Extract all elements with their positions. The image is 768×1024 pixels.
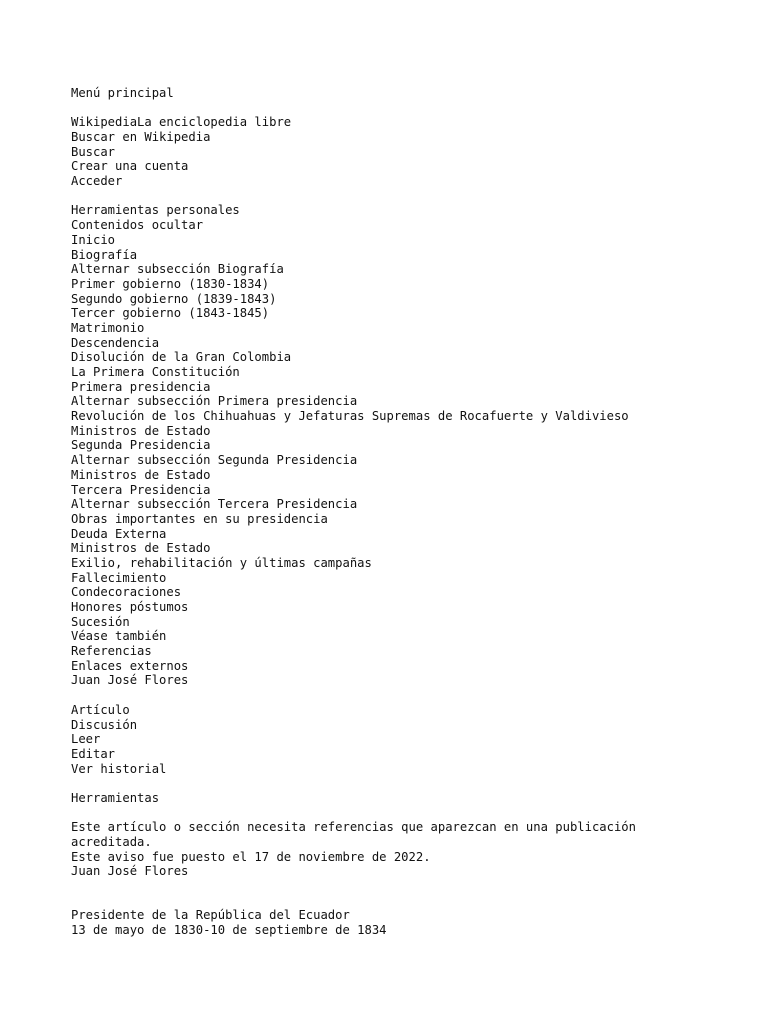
- page-title: Juan José Flores: [71, 864, 189, 879]
- tab-history[interactable]: Ver historial: [71, 761, 167, 776]
- main-menu-button[interactable]: Menú principal: [71, 86, 174, 100]
- toc-item[interactable]: Ministros de Estado: [71, 541, 211, 556]
- toc-item[interactable]: Fallecimiento: [71, 570, 167, 585]
- tools-menu[interactable]: Herramientas: [71, 790, 160, 805]
- article-text-dump: [71, 86, 711, 938]
- wikipedia-logo-link[interactable]: WikipediaLa enciclopedia libre: [71, 115, 292, 130]
- toc-item[interactable]: La Primera Constitución: [71, 365, 240, 380]
- toc-item[interactable]: Revolución de los Chihuahuas y Jefaturas Supremas de Rocafuerte y Valdivieso: [71, 409, 629, 424]
- toc-toggle[interactable]: Alternar subsección Biografía: [71, 262, 284, 277]
- toc-item[interactable]: Honores póstumos: [71, 600, 189, 615]
- toc-item[interactable]: Tercera Presidencia: [71, 482, 211, 497]
- spacer: [71, 806, 711, 821]
- references-notice-text: Este artículo o sección necesita referencias que aparezcan en una publicación acreditada.: [71, 820, 636, 849]
- create-account-link[interactable]: Crear una cuenta: [71, 159, 189, 174]
- tab-read[interactable]: Leer: [71, 732, 101, 747]
- toc-item[interactable]: Primera presidencia: [71, 379, 211, 394]
- tab-article[interactable]: Artículo: [71, 702, 130, 717]
- tab-edit[interactable]: Editar: [71, 746, 116, 761]
- search-button[interactable]: Buscar: [71, 144, 116, 159]
- tab-talk[interactable]: Discusión: [71, 717, 138, 732]
- toc-toggle[interactable]: Alternar subsección Tercera Presidencia: [71, 497, 358, 512]
- toc-item[interactable]: Enlaces externos: [71, 658, 189, 673]
- toc-item[interactable]: Primer gobierno (1830-1834): [71, 276, 270, 291]
- toc-item[interactable]: Condecoraciones: [71, 585, 182, 600]
- toc-article-title: Juan José Flores: [71, 673, 189, 688]
- toc-item[interactable]: Obras importantes en su presidencia: [71, 511, 328, 526]
- table-of-contents: [71, 233, 711, 688]
- toc-item[interactable]: Ministros de Estado: [71, 423, 211, 438]
- infobox-term: 13 de mayo de 1830-10 de septiembre de 1834: [71, 923, 387, 938]
- infobox-office: Presidente de la República del Ecuador: [71, 908, 350, 923]
- toc-item[interactable]: Disolución de la Gran Colombia: [71, 350, 292, 365]
- toc-item[interactable]: Tercer gobierno (1843-1845): [71, 306, 270, 321]
- search-input[interactable]: Buscar en Wikipedia: [71, 130, 211, 145]
- spacer: [71, 688, 711, 703]
- toc-item[interactable]: Segunda Presidencia: [71, 438, 211, 453]
- toc-item[interactable]: Ministros de Estado: [71, 467, 211, 482]
- toc-item[interactable]: Referencias: [71, 644, 152, 659]
- personal-tools-menu[interactable]: Herramientas personales: [71, 203, 240, 218]
- toc-toggle[interactable]: Alternar subsección Primera presidencia: [71, 394, 358, 409]
- toc-item[interactable]: Deuda Externa: [71, 526, 167, 541]
- toc-item[interactable]: Inicio: [71, 232, 116, 247]
- toc-item[interactable]: Sucesión: [71, 614, 130, 629]
- toc-item[interactable]: Exilio, rehabilitación y últimas campañas: [71, 555, 372, 570]
- references-notice-date: Este aviso fue puesto el 17 de noviembre de 2022.: [71, 849, 431, 864]
- toc-item[interactable]: Matrimonio: [71, 320, 145, 335]
- spacer: [71, 879, 711, 908]
- toc-item[interactable]: Descendencia: [71, 335, 160, 350]
- login-link[interactable]: Acceder: [71, 174, 123, 189]
- toc-item[interactable]: Véase también: [71, 629, 167, 644]
- toc-item[interactable]: Segundo gobierno (1839-1843): [71, 291, 277, 306]
- toc-toggle[interactable]: Alternar subsección Segunda Presidencia: [71, 453, 358, 468]
- toc-hide-toggle[interactable]: Contenidos ocultar: [71, 218, 204, 233]
- spacer: [71, 189, 711, 204]
- toc-item[interactable]: Biografía: [71, 247, 138, 262]
- spacer: [71, 101, 711, 116]
- spacer: [71, 776, 711, 791]
